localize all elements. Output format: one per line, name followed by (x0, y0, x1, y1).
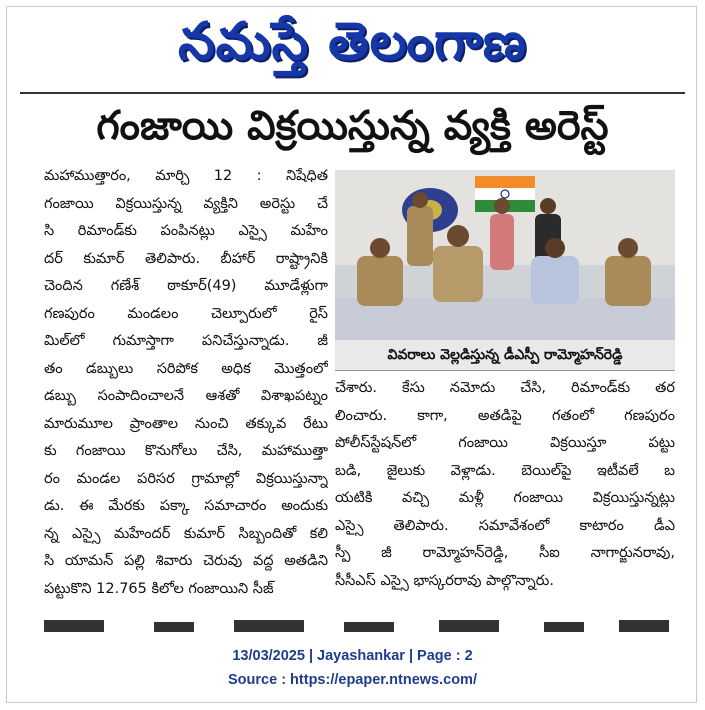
footer-source: Source : https://epaper.ntnews.com/ (228, 672, 477, 688)
right-column-line: ఎస్సై తెలిపారు. సమావేశంలో కాటారం డీఎ (335, 517, 675, 534)
right-column-line: సీసీఎస్ ఎస్సై భాస్కరరావు పాల్గొన్నారు. (335, 572, 554, 589)
left-column-line: పట్టుకొని 12.765 కిలోల గంజాయిని సీజ్ (44, 580, 274, 597)
left-column-line: సి రిమాండ్‌కు పంపినట్లు ఎస్సై మహేం (44, 223, 328, 239)
news-photo (335, 170, 675, 340)
left-column-line: న్న ఎస్సై మహేందర్ కుమార్ సిబ్బందితో కలి (44, 525, 328, 542)
left-column-line: గంజాయి విక్రయిస్తున్న వ్యక్తిని అరెస్టు చే (44, 195, 328, 212)
left-column-line: డు. ఈ మేరకు పక్కా సమాచారం అందుకు (44, 498, 328, 514)
left-column-line: సి యామన్ పల్లి శివారు చెరువు వద్ద అతడిని (44, 553, 328, 569)
left-column-line: తం డబ్బులు సరిపోక అధిక మొత్తంలో (44, 360, 328, 377)
left-column-line: మహాముత్తారం, మార్చి 12 : నిషేధిత (44, 168, 328, 184)
left-column-line: కు గంజాయి కొనుగోలు చేసి, మహాముత్తా (44, 443, 328, 459)
right-column-line: చేశారు. కేసు నమోదు చేసి, రిమాండ్‌కు తర (335, 380, 675, 396)
left-column-line: దర్ కుమార్ తెలిపారు. బీహార్ రాష్ట్రానికి (44, 250, 328, 267)
right-column-line: పోలీస్‌స్టేషన్‌లో గంజాయి విక్రయిస్తూ పట్టు (335, 435, 675, 451)
next-article-cutoff (44, 612, 675, 634)
right-column-line: బడి, జైలుకు వెళ్లాడు. బెయిల్‌పై ఇటీవలే బ (335, 462, 675, 479)
left-column-line: మిల్‌లో గుమాస్తాగా పనిచేస్తున్నాడు. జీ (44, 333, 328, 349)
article-column-right (335, 375, 675, 605)
left-column-line: డబ్బు సంపాదించాలనే ఆశతో విశాఖపట్నం (44, 388, 328, 404)
article-headline: గంజాయి విక్రయిస్తున్న వ్యక్తి అరెస్ట్ (96, 103, 609, 149)
cropped-text-strip (44, 612, 675, 634)
left-column-line: చెందిన గణేశ్ ఠాకూర్(49) మూడేళ్లుగా (44, 278, 328, 294)
right-column-line: స్పీ జీ రామ్మోహన్‌రెడ్డి, సీఐ నాగార్జునరావు, (335, 545, 675, 561)
right-column-line: యటికి వచ్చి మళ్లీ గంజాయి విక్రయిస్తున్నట్లు (335, 490, 675, 506)
masthead-logo: నమస్తే తెలంగాణ (178, 12, 527, 72)
left-column-line: గణపురం మండలం చెల్పూరులో రైస్ (44, 305, 328, 322)
headline-top-rule (20, 92, 685, 94)
left-column-line: రం మండల పరిసర గ్రామాల్లో విక్రయిస్తున్నా (44, 470, 328, 487)
footer-dateline: 13/03/2025 | Jayashankar | Page : 2 (232, 648, 473, 664)
photo-caption: వివరాలు వెల్లడిస్తున్న డీఎస్పీ రామ్మోహన్‌రెడ్డి (335, 340, 675, 371)
article-column-left (44, 163, 328, 603)
left-column-line: మారుమూల ప్రాంతాల నుంచి తక్కువ రేటు (44, 415, 328, 432)
police-group-photo (335, 170, 675, 340)
newspaper-masthead (0, 0, 705, 84)
right-column-line: లించారు. కాగా, అతడిపై గతంలో గణపురం (335, 407, 675, 424)
